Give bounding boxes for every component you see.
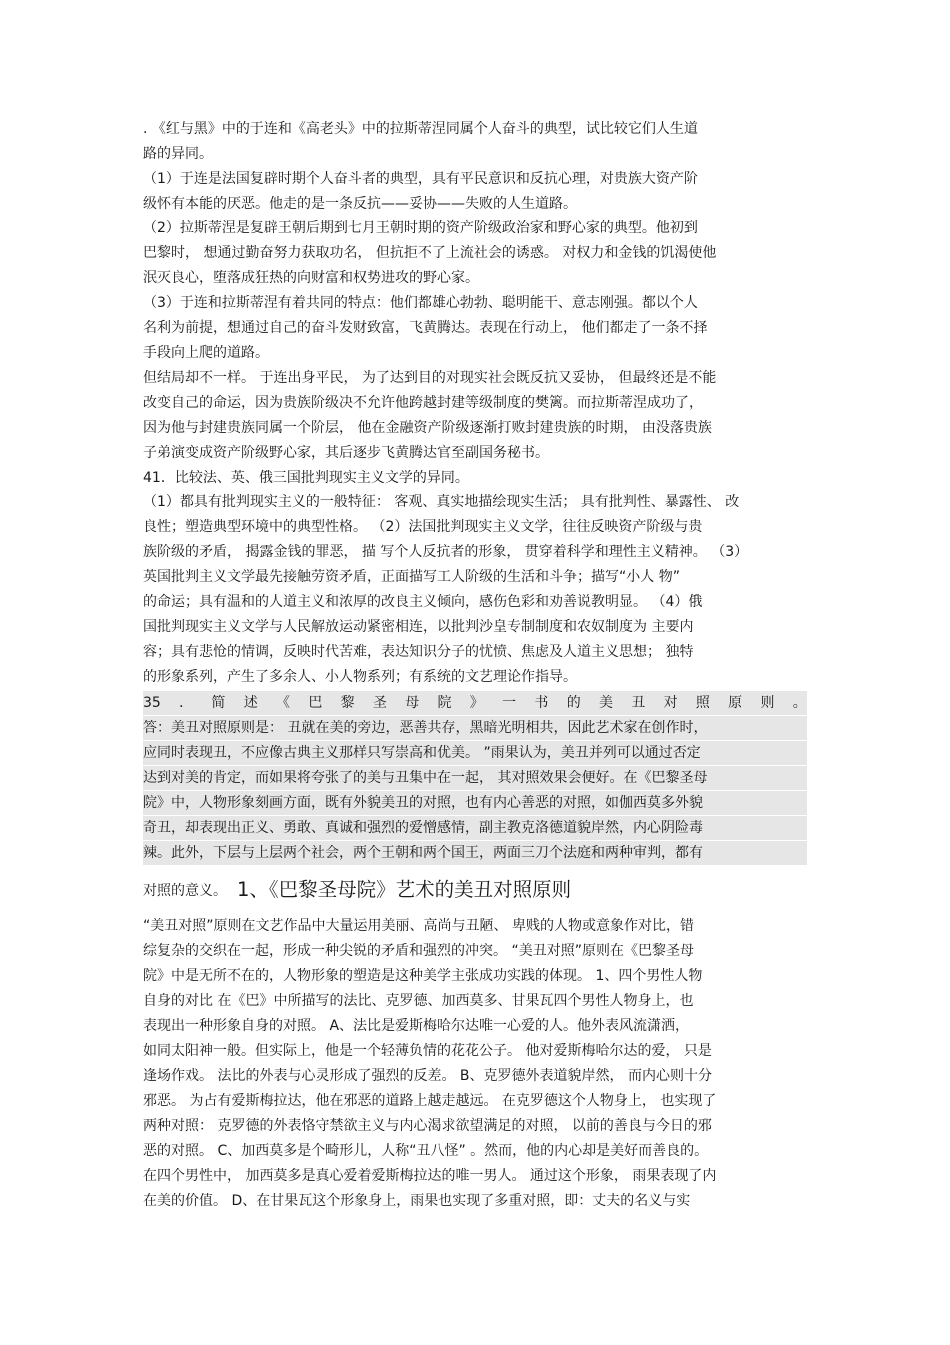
question-char: 》 (469, 695, 484, 711)
answer-line: 辣。此外，下层与上层两个社会，两个王朝和两个国王，两面三刀个法庭和两种审判，都有 (143, 841, 807, 865)
question-char: 。 (792, 695, 807, 711)
answer-line: 达到对美的肯定，而如果将夸张了的美与丑集中在一起， 其对照效果会便好。在《巴黎圣母 (143, 766, 807, 790)
section-heading: 1、《巴黎圣母院》艺术的美丑对照原则 (237, 878, 572, 901)
answer-line: 应同时表现丑，不应像古典主义那样只写崇高和优美。 ”雨果认为，美丑并列可以通过否定 (143, 741, 807, 765)
question-char: 照 (695, 695, 710, 711)
question-char: 一 (502, 695, 517, 711)
question-char: 黎 (340, 695, 355, 711)
text-line: 族阶级的矛盾， 揭露金钱的罪恶， 描 写个人反抗者的形象， 贯穿着科学和理性主义精神。 （3） (143, 544, 749, 560)
answer-tail: 对照的意义。 (143, 883, 227, 899)
text-line: 改变自己的命运，因为贵族阶级决不允许他跨越封建等级制度的樊篱。而拉斯蒂涅成功了， (143, 395, 703, 411)
question-char: 书 (534, 695, 549, 711)
answer-line: 院》中，人物形象刻画方面，既有外貌美丑的对照，也有内心善恶的对照，如伽西莫多外貌 (143, 791, 807, 815)
question-35-heading (143, 691, 807, 715)
text-line: 如同太阳神一般。但实际上，他是一个轻薄负情的花花公子。 他对爱斯梅哈尔达的爱， 只是 (143, 1043, 712, 1059)
text-line: 院》中是无所不在的，人物形象的塑造是这种美学主张成功实践的体现。 1、四个男性人物 (143, 968, 703, 984)
text-line: 子弟演变成资产阶级野心家，其后逐步飞黄腾达官至副国务秘书。 (143, 445, 549, 461)
question-char: 原 (728, 695, 743, 711)
question-char: 《 (276, 695, 291, 711)
question-char: 院 (437, 695, 452, 711)
text-line: 在美的价值。 D、在甘果瓦这个形象身上，雨果也实现了多重对照，即：丈夫的名义与实 (143, 1193, 691, 1209)
question-char: 丑 (631, 695, 646, 711)
text-line: （1）都具有批判现实主义的一般特征： 客观、真实地描绘现实生活； 具有批判性、暴露性、 改 (143, 494, 740, 510)
question-char: 巴 (308, 695, 323, 711)
text-line: 容；具有悲怆的情调，反映时代苦难，表达知识分子的忧愤、焦虑及人道主义思想； 独特 (143, 644, 694, 660)
text-line: 国批判现实主义文学与人民解放运动紧密相连，以批判沙皇专制制度和农奴制度为 主要内 (143, 619, 694, 635)
text-line: 良性；塑造典型环境中的典型性格。 （2）法国批判现实主义文学，往往反映资产阶级与贵 (143, 519, 703, 535)
text-line: 英国批判主义文学最先接触劳资矛盾，正面描写工人阶级的生活和斗争；描写“小人 物” (143, 569, 680, 585)
text-line: 因为他与封建贵族同属一个阶层， 他在金融资产阶级逐渐打败封建贵族的时期， 由没落贵族 (143, 420, 712, 436)
text-line: 的形象系列，产生了多余人、小人物系列；有系统的文艺理论作指导。 (143, 669, 577, 685)
text-line: （3）于连和拉斯蒂涅有着共同的特点：他们都雄心勃勃、聪明能干、意志刚强。都以个人 (143, 295, 698, 311)
question-char: 则 (760, 695, 775, 711)
question-char: 35 (143, 695, 161, 711)
text-line: 路的异同。 (143, 146, 213, 162)
question-char: ． (179, 695, 194, 711)
text-line: 的命运；具有温和的人道主义和浓厚的改良主义倾向，感伤色彩和劝善说教明显。 （4）俄 (143, 594, 703, 610)
text-line: 邪恶。 为占有爱斯梅拉达，他在邪恶的道路上越走越远。 在克罗德这个人物身上， 也实现了 (143, 1093, 717, 1109)
text-line: 名利为前提，想通过自己的奋斗发财致富，飞黄腾达。表现在行动上， 他们都走了一条不择 (143, 320, 708, 336)
question-char: 美 (598, 695, 613, 711)
text-line: 在四个男性中， 加西莫多是真心爱着爱斯梅拉达的唯一男人。 通过这个形象， 雨果表现了内 (143, 1168, 717, 1184)
question-char: 对 (663, 695, 678, 711)
text-line: 表现出一种形象自身的对照。 A、法比是爱斯梅哈尔达唯一心爱的人。他外表风流潇洒， (143, 1018, 690, 1034)
text-line: 巴黎时， 想通过勤奋努力获取功名， 但抗拒不了上流社会的诱惑。 对权力和金钱的饥渴使他 (143, 245, 717, 261)
question-char: 圣 (372, 695, 387, 711)
text-line: 泯灭良心，堕落成狂热的向财富和权势进攻的野心家。 (143, 270, 479, 286)
answer-line: 奇丑，却表现出正义、勇敢、真诚和强烈的爱憎感情，副主教克洛德道貌岸然，内心阴险毒 (143, 816, 807, 840)
text-line: 两种对照： 克罗德的外表恪守禁欲主义与内心渴求欲望满足的对照， 以前的善良与今日的邪 (143, 1118, 712, 1134)
question-char: 述 (243, 695, 258, 711)
text-line: 但结局却不一样。 于连出身平民， 为了达到目的对现实社会既反抗又妥协， 但最终还是不能 (143, 370, 717, 386)
text-line: （1）于连是法国复辟时期个人奋斗者的典型，具有平民意识和反抗心理，对贵族大资产阶 (143, 171, 698, 187)
question-41-heading: 41．比较法、英、俄三国批判现实主义文学的异同。 (143, 470, 469, 486)
question-char: 简 (211, 695, 226, 711)
text-line: . 《红与黑》中的于连和《高老头》中的拉斯蒂涅同属个人奋斗的典型，试比较它们人生道 (143, 121, 698, 137)
question-char: 母 (405, 695, 420, 711)
text-line: 综复杂的交织在一起，形成一种尖锐的矛盾和强烈的冲突。 “美丑对照”原则在《巴黎圣母 (143, 943, 694, 959)
answer-tail-with-heading (143, 876, 807, 904)
text-line: （2）拉斯蒂涅是复辟王朝后期到七月王朝时期的资产阶级政治家和野心家的典型。他初到 (143, 220, 698, 236)
text-line: 恶的对照。 C、加西莫多是个畸形儿，人称“丑八怪” 。然而，他的内心却是美好而善良的。 (143, 1143, 709, 1159)
text-line: 级怀有本能的厌恶。他走的是一条反抗——妥协——失败的人生道路。 (143, 196, 577, 212)
answer-line: 答：美丑对照原则是： 丑就在美的旁边，恶善共存，黑暗光明相共，因此艺术家在创作时， (143, 716, 807, 740)
text-line: 逢场作戏。 法比的外表与心灵形成了强烈的反差。 B、克罗德外表道貌岸然， 而内心则十分 (143, 1068, 712, 1084)
text-line: 手段向上爬的道路。 (143, 345, 269, 361)
question-char: 的 (566, 695, 581, 711)
text-line: “美丑对照”原则在文艺作品中大量运用美丽、高尚与丑陋、 卑贱的人物或意象作对比，错 (143, 918, 694, 934)
text-line: 自身的对比 在《巴》中所描写的法比、克罗德、加西莫多、甘果瓦四个男性人物身上，也 (143, 993, 694, 1009)
